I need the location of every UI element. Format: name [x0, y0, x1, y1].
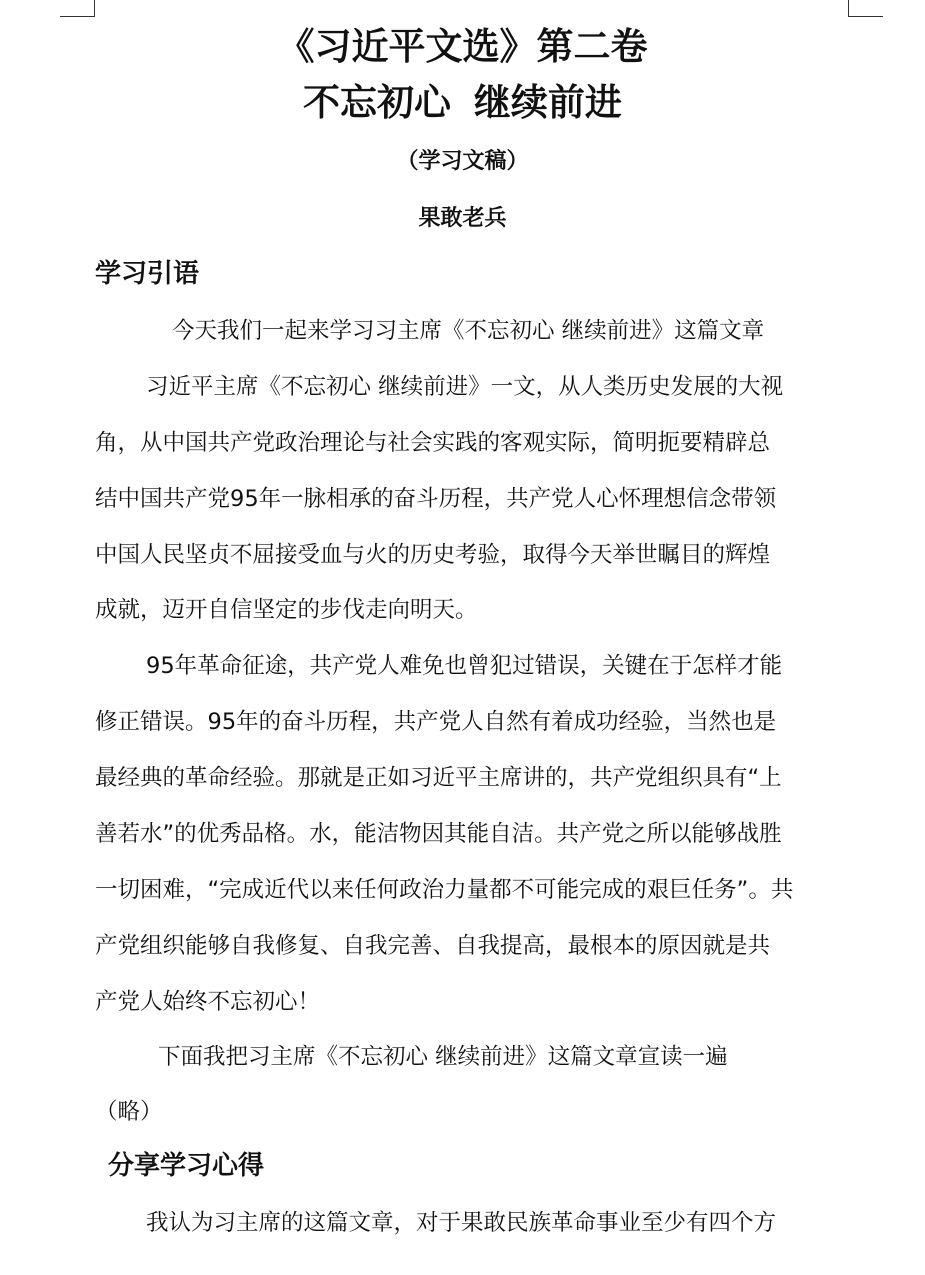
paragraph-line: 成就，迈开自信坚定的步伐走向明天。 — [95, 597, 478, 623]
document-title-line2: 不忘初心 继续前进 — [303, 81, 622, 124]
section-heading-share: 分享学习心得 — [108, 1151, 265, 1181]
paragraph-line: 产党人始终不忘初心！ — [95, 989, 321, 1015]
section-heading-intro: 学习引语 — [95, 259, 200, 289]
paragraph-line: 习近平主席《不忘初心 继续前进》一文，从人类历史发展的大视 — [146, 374, 784, 400]
paragraph-line: 善若水”的优秀品格。水，能洁物因其能自洁。共产党之所以能够战胜 — [95, 821, 782, 847]
paragraph-line: 今天我们一起来学习习主席《不忘初心 继续前进》这篇文章 — [172, 318, 765, 344]
paragraph-line: 中国人民坚贞不屈接受血与火的历史考验，取得今天举世瞩目的辉煌 — [95, 542, 771, 568]
paragraph-line: 最经典的革命经验。那就是正如习近平主席讲的，共产党组织具有“上 — [95, 765, 782, 791]
paragraph-line: 修正错误。95年的奋斗历程，共产党人自然有着成功经验，当然也是 — [95, 709, 777, 735]
paragraph-line: （略） — [95, 1099, 163, 1125]
crop-mark-top-right — [848, 0, 883, 17]
paragraph-line: 结中国共产党95年一脉相承的奋斗历程，共产党人心怀理想信念带领 — [95, 486, 777, 512]
document-title: 《习近平文选》第二卷 — [277, 25, 648, 68]
paragraph-line: 95年革命征途，共产党人难免也曾犯过错误，关键在于怎样才能 — [146, 653, 783, 679]
paragraph-line: 角，从中国共产党政治理论与社会实践的客观实际，简明扼要精辟总 — [95, 430, 771, 456]
paragraph-line: 我认为习主席的这篇文章，对于果敢民族革命事业至少有四个方 — [146, 1210, 777, 1236]
paragraph-line: 产党组织能够自我修复、自我完善、自我提高，最根本的原因就是共 — [95, 933, 771, 959]
crop-mark-top-left — [60, 0, 95, 17]
paragraph-line: 一切困难，“完成近代以来任何政治力量都不可能完成的艰巨任务”。共 — [95, 877, 794, 903]
document-author: 果敢老兵 — [418, 206, 507, 231]
paragraph-line: 下面我把习主席《不忘初心 继续前进》这篇文章宣读一遍 — [158, 1044, 728, 1070]
document-subtitle: （学习文稿） — [396, 149, 529, 174]
